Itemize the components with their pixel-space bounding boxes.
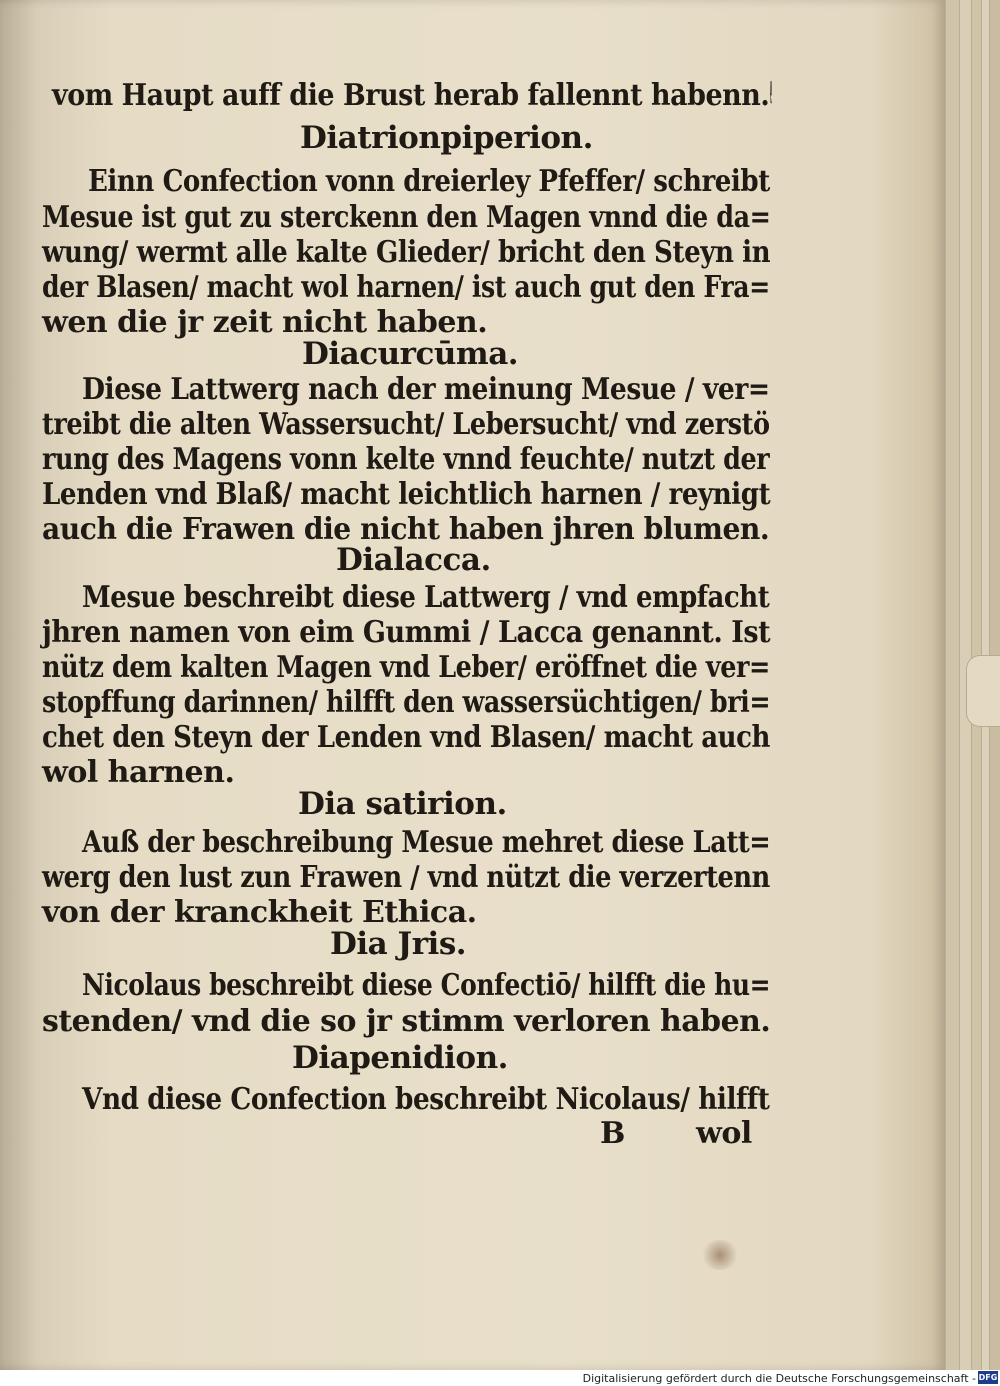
text-line: treibt die alten Wassersucht/ Lebersucht/ vnd zerstö [42,407,770,442]
text-line: Mesue ist gut zu sterckenn den Magen vnnd die da= [42,200,771,235]
text-line: Lenden vnd Blaß/ macht leichtlich harnen / reynigt [42,477,771,512]
text-line: Diese Lattwerg nach der meinung Mesue / ver= [82,372,770,407]
text-line: wung/ wermt alle kalte Glieder/ bricht den Steyn in [42,235,771,270]
text-line: jhren namen von eim Gummi / Lacca genannt. Ist [42,615,771,650]
text-line: Vnd diese Confection beschreibt Nicolaus/ hilfft [82,1082,770,1117]
text-line: werg den lust zun Frawen / vnd nützt die verzertenn [42,860,770,895]
section-heading: Diatrionpiperion. [300,120,593,156]
page-edge [945,0,960,1370]
section-heading: Dia Jris. [330,926,467,962]
text-line: von der kranckheit Ethica. [42,895,477,930]
footer-credit: Digitalisierung gefördert durch die Deutsche Forschungsgemeinschaft - [582,1372,976,1385]
text-line: der Blasen/ macht wol harnen/ ist auch gut den Fra= [42,270,770,305]
text-line: rung des Magens vonn kelte vnnd feuchte/ nutzt der [42,442,770,477]
text-line: wol harnen. [42,755,235,790]
text-line: stenden/ vnd die so jr stimm verloren haben. [42,1004,771,1039]
text-line: auch die Frawen die nicht haben jhren blumen. [42,512,770,547]
signature-mark: B [600,1116,625,1151]
text-line: nütz dem kalten Magen vnd Leber/ eröffnet die ver= [42,650,770,685]
text-line: Auß der beschreibung Mesue mehret diese Latt= [82,825,771,860]
catchword: wol [696,1116,752,1151]
text-line: stopffung darinnen/ hilfft den wassersüchtigen/ bri= [42,685,771,720]
section-heading: Diapenidion. [292,1040,508,1076]
text-line: Mesue beschreibt diese Lattwerg / vnd empfacht [82,580,770,615]
stain-mark [700,1240,740,1270]
text-line: chet den Steyn der Lenden vnd Blasen/ macht auch [42,720,770,755]
text-line: Nicolaus beschreibt diese Confectiō/ hilfft die hu= [82,968,771,1003]
dfg-logo: DFG [978,1373,998,1382]
section-heading: Dia satirion. [298,786,507,822]
page-tab [966,655,1000,727]
page-number: 9 [769,76,772,111]
running-head: vom Haupt auff die Brust herab fallennt habenn. [52,78,770,113]
section-heading: Dialacca. [336,542,491,578]
text-line: Einn Confection vonn dreierley Pfeffer/ schreibt [88,164,770,199]
text-line: wen die jr zeit nicht haben. [42,305,488,340]
section-heading: Diacurcūma. [302,336,519,372]
